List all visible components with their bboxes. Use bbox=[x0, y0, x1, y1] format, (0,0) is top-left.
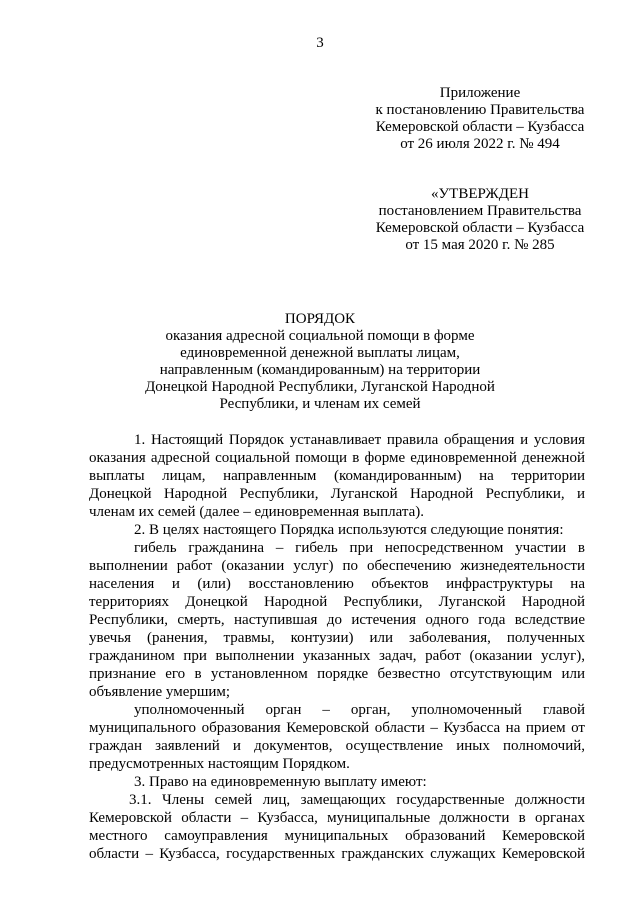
body-line: Кемеровской области – Кузбасса, муниципальные должности в органах bbox=[89, 810, 585, 826]
body-line: 1. Настоящий Порядок устанавливает правила обращения и условия bbox=[134, 432, 585, 448]
body-line: гражданином при выполнении указанных задач, работ (оказании услуг), bbox=[89, 648, 585, 664]
title-line: Донецкой Народной Республики, Луганской Народной bbox=[145, 379, 495, 395]
body-line: населения и (или) восстановлению объектов инфраструктуры на bbox=[89, 576, 585, 592]
body-line: уполномоченный орган – орган, уполномоченный главой bbox=[134, 702, 585, 718]
title-line: ПОРЯДОК bbox=[284, 311, 356, 327]
body-line: территориях Донецкой Народной Республики, Луганской Народной bbox=[89, 594, 585, 610]
document-body bbox=[89, 431, 585, 863]
body-line: 2. В целях настоящего Порядка используются следующие понятия: bbox=[134, 522, 564, 538]
approved-line: Кемеровской области – Кузбасса bbox=[375, 220, 585, 236]
body-line: Донецкой Народной Республики, Луганской Народной Республики, и bbox=[89, 486, 585, 502]
appendix-line: от 26 июля 2022 г. № 494 bbox=[400, 136, 560, 152]
approved-line: от 15 мая 2020 г. № 285 bbox=[405, 237, 555, 253]
title-line: направленным (командированным) на территории bbox=[159, 362, 481, 378]
appendix-header bbox=[350, 85, 610, 153]
body-line: 3.1. Члены семей лиц, замещающих государственные должности bbox=[129, 792, 585, 808]
body-line: выполнении работ (оказании услуг) по обеспечению жизнедеятельности bbox=[89, 558, 585, 574]
approved-line: постановлением Правительства bbox=[378, 203, 582, 219]
page-number: 3 bbox=[316, 35, 324, 51]
appendix-line: Приложение bbox=[439, 85, 521, 101]
body-line: Республики, смерть, наступившая до истечения одного года вследствие bbox=[89, 612, 585, 628]
approved-header bbox=[350, 186, 610, 254]
document-title bbox=[120, 311, 520, 413]
title-line: оказания адресной социальной помощи в форме bbox=[165, 328, 475, 344]
body-line: увечья (ранения, травмы, контузии) или заболевания, полученных bbox=[89, 630, 585, 646]
body-line: граждан заявлений и документов, осуществление иных полномочий, bbox=[89, 738, 585, 754]
body-line: членам их семей (далее – единовременная выплата). bbox=[89, 504, 425, 520]
appendix-line: Кемеровской области – Кузбасса bbox=[375, 119, 585, 135]
body-line: области – Кузбасса, государственных гражданских служащих Кемеровской bbox=[89, 846, 585, 862]
body-line: объявление умершим; bbox=[89, 684, 231, 700]
body-line: муниципального образования Кемеровской области – Кузбасса на прием от bbox=[89, 720, 585, 736]
title-line: Республики, и членам их семей bbox=[219, 396, 421, 412]
body-line: местного самоуправления муниципальных образований Кемеровской bbox=[89, 828, 585, 844]
body-line: оказания адресной социальной помощи в форме единовременной денежной bbox=[89, 450, 585, 466]
body-line: признание его в установленном порядке безвестно отсутствующим или bbox=[89, 666, 585, 682]
approved-line: «УТВЕРЖДЕН bbox=[431, 186, 529, 202]
title-line: единовременной денежной выплаты лицам, bbox=[180, 345, 460, 361]
body-line: предусмотренных настоящим Порядком. bbox=[89, 756, 350, 772]
body-line: 3. Право на единовременную выплату имеют: bbox=[134, 774, 427, 790]
appendix-line: к постановлению Правительства bbox=[375, 102, 585, 118]
body-line: гибель гражданина – гибель при непосредственном участии в bbox=[134, 540, 585, 556]
body-line: выплаты лицам, направленным (командированным) на территории bbox=[89, 468, 585, 484]
